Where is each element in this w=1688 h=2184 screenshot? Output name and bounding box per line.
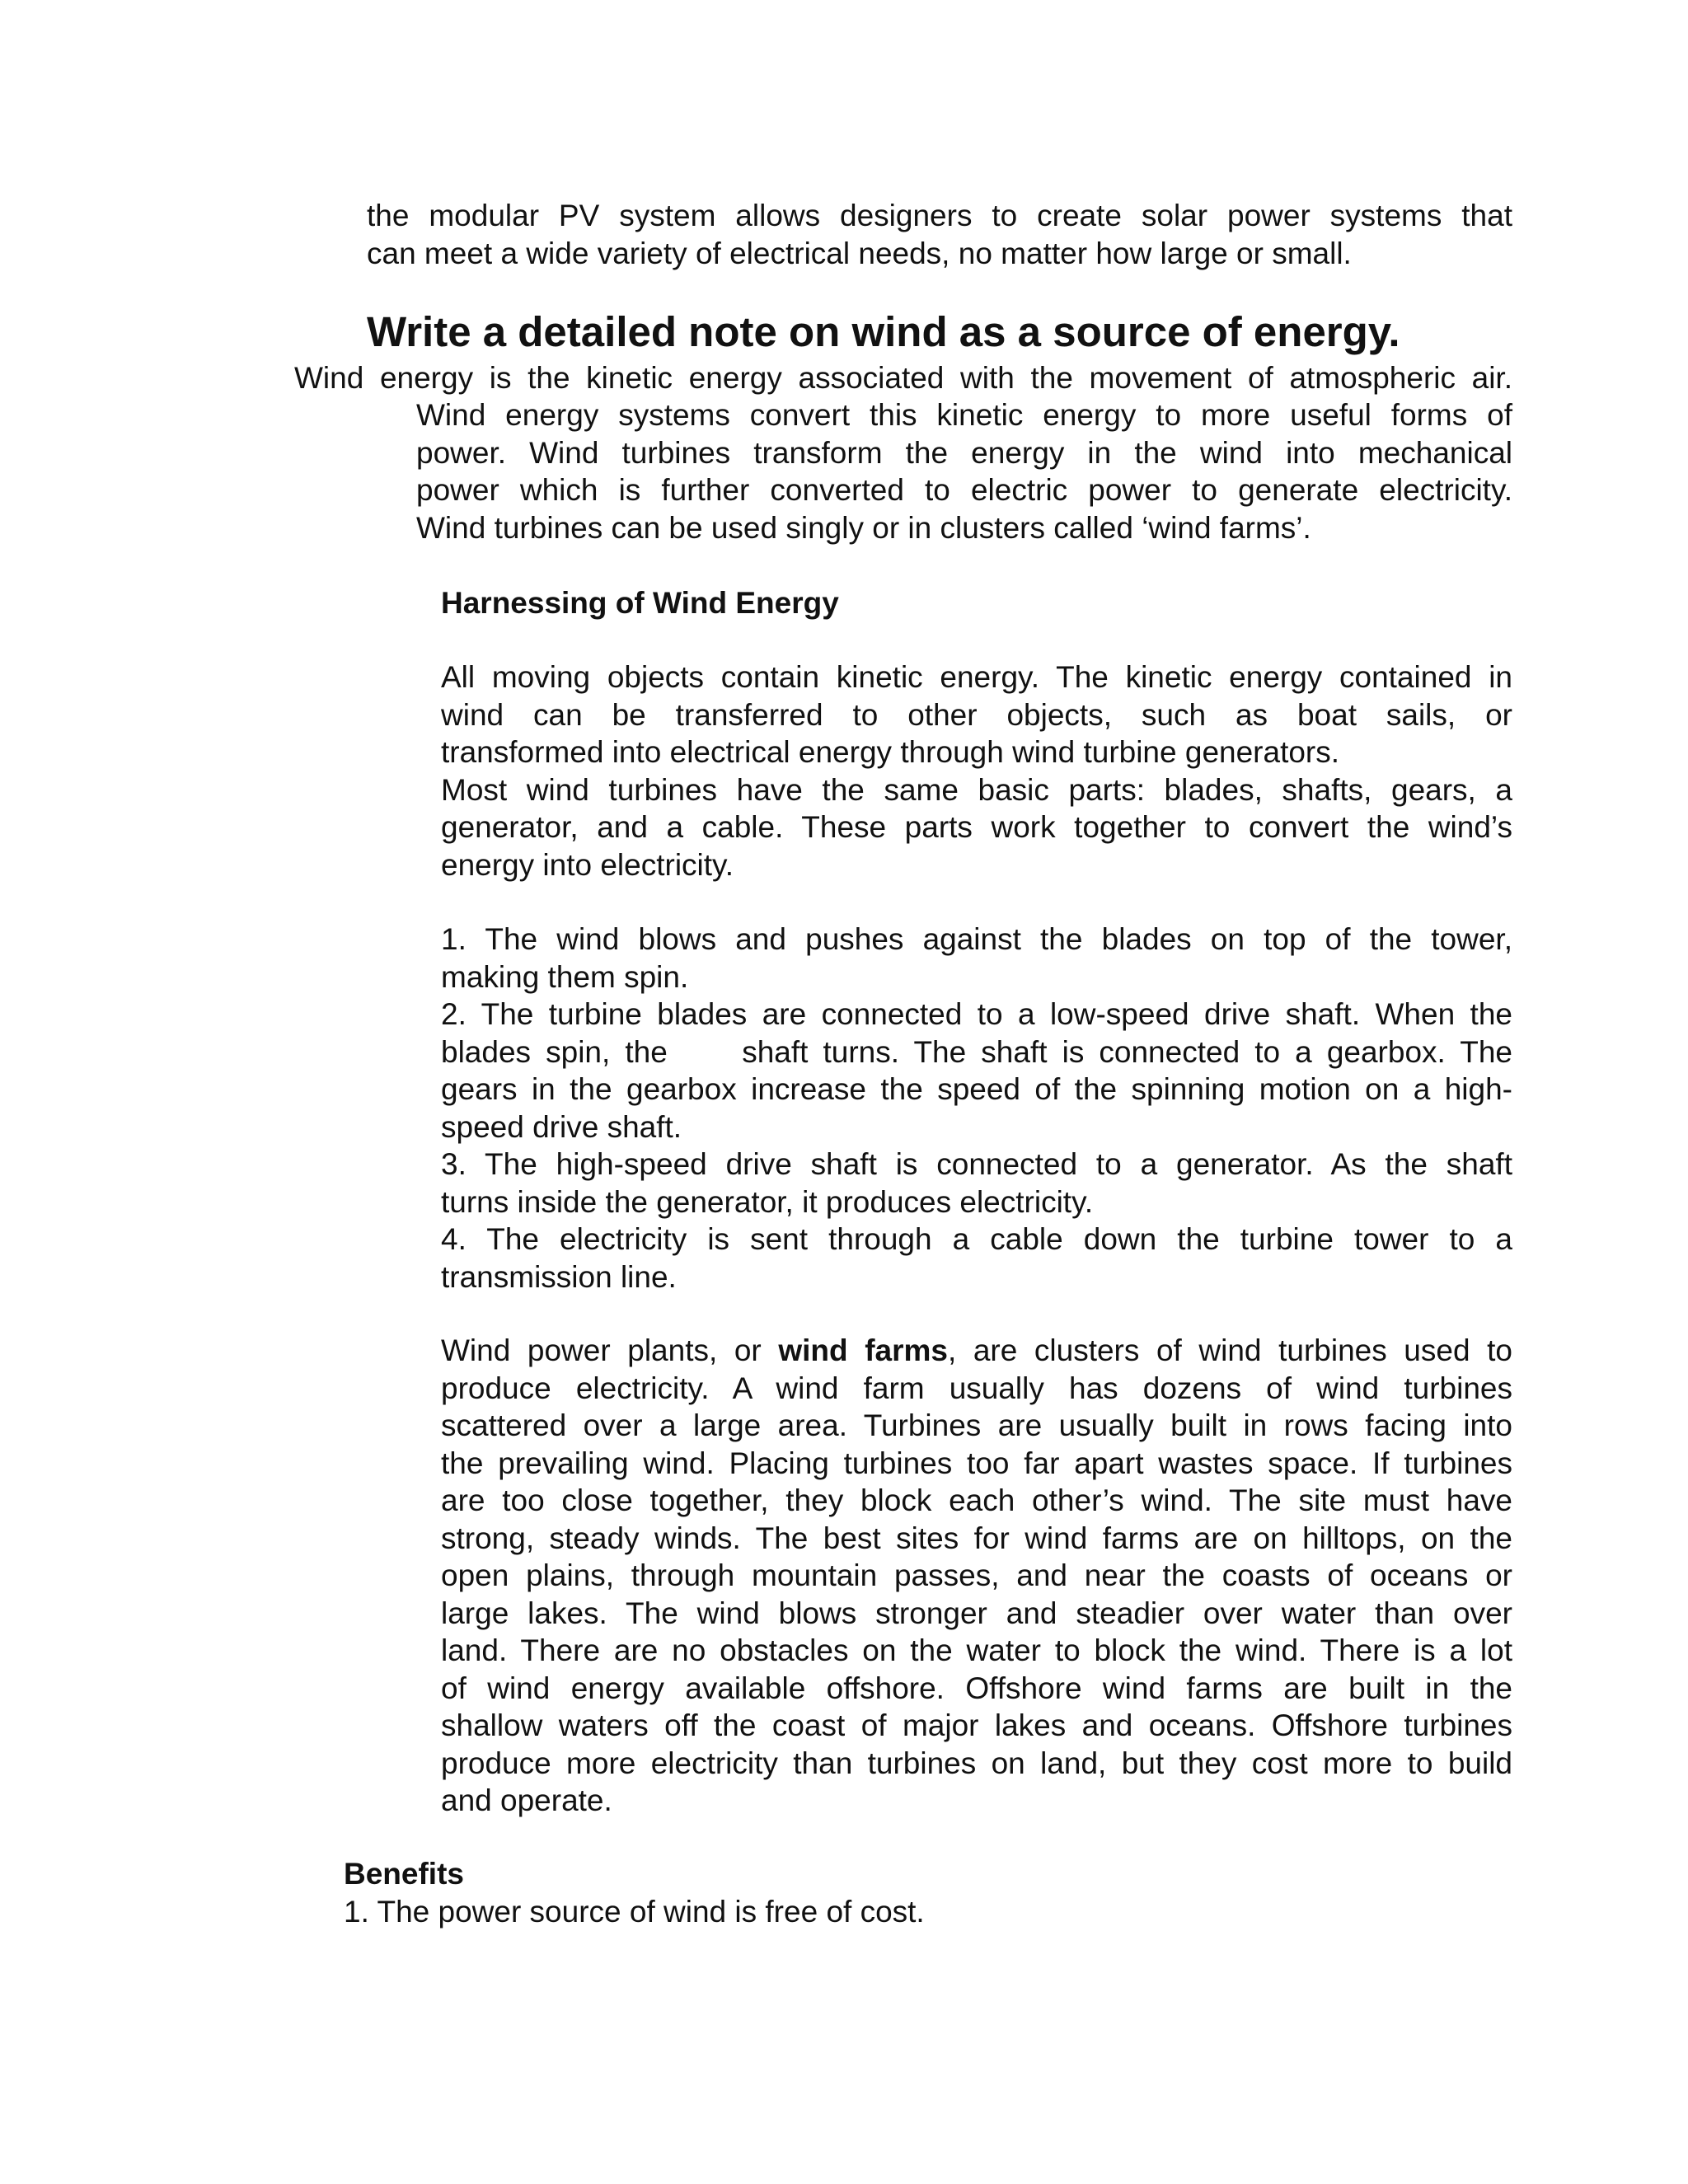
farms-line-11: shallow waters off the coast of major lakes and oceans. Offshore turbines — [441, 1708, 1512, 1742]
harnessing-p2-line-1: Most wind turbines have the same basic parts: blades, shafts, gears, a — [441, 772, 1512, 807]
step-4-line-2: transmission line. — [441, 1259, 677, 1294]
farms-line-12: produce more electricity than turbines on land, but they cost more to build — [441, 1746, 1512, 1780]
step-2-line-2: blades spin, the shaft turns. The shaft is connected to a gearbox. The — [441, 1034, 1512, 1069]
wind-farms-term: wind farms — [778, 1333, 948, 1367]
benefits-list — [344, 1893, 1512, 1931]
wind-farms-paragraph — [441, 1332, 1512, 1820]
harnessing-p1-line-1: All moving objects contain kinetic energy. The kinetic energy contained in — [441, 660, 1512, 694]
section-heading-benefits: Benefits — [344, 1857, 464, 1891]
definition-line-3: power. Wind turbines transform the energy in the wind into mechanical — [416, 435, 1512, 470]
farms-line-4: the prevailing wind. Placing turbines too far apart wastes space. If turbines — [441, 1446, 1512, 1480]
harnessing-p1-line-3: transformed into electrical energy through wind turbine generators. — [441, 735, 1340, 769]
farms-line-5: are too close together, they block each other’s wind. The site must have — [441, 1483, 1512, 1517]
farms-line-10: of wind energy available offshore. Offshore wind farms are built in the — [441, 1671, 1512, 1705]
step-2-line-1: 2. The turbine blades are connected to a low-speed drive shaft. When the — [441, 997, 1512, 1031]
farms-line-6: strong, steady winds. The best sites for wind farms are on hilltops, on the — [441, 1521, 1512, 1555]
harnessing-paragraph — [441, 658, 1512, 883]
farms-line-9: land. There are no obstacles on the water to block the wind. There is a lot — [441, 1633, 1512, 1667]
steps-list — [441, 921, 1512, 1296]
harnessing-p1-line-2: wind can be transferred to other objects, such as boat sails, or — [441, 697, 1512, 732]
farms-line-7: open plains, through mountain passes, and near the coasts of oceans or — [441, 1558, 1512, 1592]
step-4-line-1: 4. The electricity is sent through a cable down the turbine tower to a — [441, 1222, 1512, 1256]
farms-line-8: large lakes. The wind blows stronger and steadier over water than over — [441, 1596, 1512, 1630]
harnessing-p2-line-3: energy into electricity. — [441, 847, 734, 882]
definition-line-5: Wind turbines can be used singly or in clusters called ‘wind farms’. — [416, 510, 1311, 545]
step-3-line-2: turns inside the generator, it produces electricity. — [441, 1184, 1094, 1219]
step-2-line-4: speed drive shaft. — [441, 1109, 682, 1144]
step-2-line-3: gears in the gearbox increase the speed of the spinning motion on a high- — [441, 1072, 1512, 1106]
farms-line-2: produce electricity. A wind farm usually has dozens of wind turbines — [441, 1371, 1512, 1405]
definition-line-4: power which is further converted to electric power to generate electricity. — [416, 473, 1512, 507]
harnessing-p2-line-2: generator, and a cable. These parts work together to convert the wind’s — [441, 810, 1512, 844]
intro-paragraph — [367, 197, 1512, 272]
farms-line-1-post: , are clusters of wind turbines used to — [947, 1333, 1512, 1367]
step-3-line-1: 3. The high-speed drive shaft is connected to a generator. As the shaft — [441, 1147, 1512, 1181]
farms-line-3: scattered over a large area. Turbines are usually built in rows facing into — [441, 1408, 1512, 1442]
definition-paragraph — [416, 396, 1512, 546]
step-1-line-1: 1. The wind blows and pushes against the blades on top of the tower, — [441, 922, 1512, 956]
definition-line-1: Wind energy is the kinetic energy associated with the movement of atmospheric air. — [294, 361, 1512, 395]
definition-first-line — [294, 359, 1512, 397]
step-1-line-2: making them spin. — [441, 959, 689, 994]
definition-line-2: Wind energy systems convert this kinetic energy to more useful forms of — [416, 398, 1512, 432]
section-heading-harnessing: Harnessing of Wind Energy — [441, 586, 839, 620]
page-title: Write a detailed note on wind as a source of energy. — [367, 308, 1400, 355]
intro-line-1: the modular PV system allows designers to create solar power systems that — [367, 199, 1512, 232]
farms-line-1-pre: Wind power plants, or — [441, 1333, 779, 1367]
farms-line-1 — [441, 1332, 1512, 1370]
benefit-item-1: 1. The power source of wind is free of cost. — [344, 1895, 925, 1929]
farms-line-13: and operate. — [441, 1783, 612, 1817]
intro-line-2: can meet a wide variety of electrical needs, no matter how large or small. — [367, 236, 1352, 270]
